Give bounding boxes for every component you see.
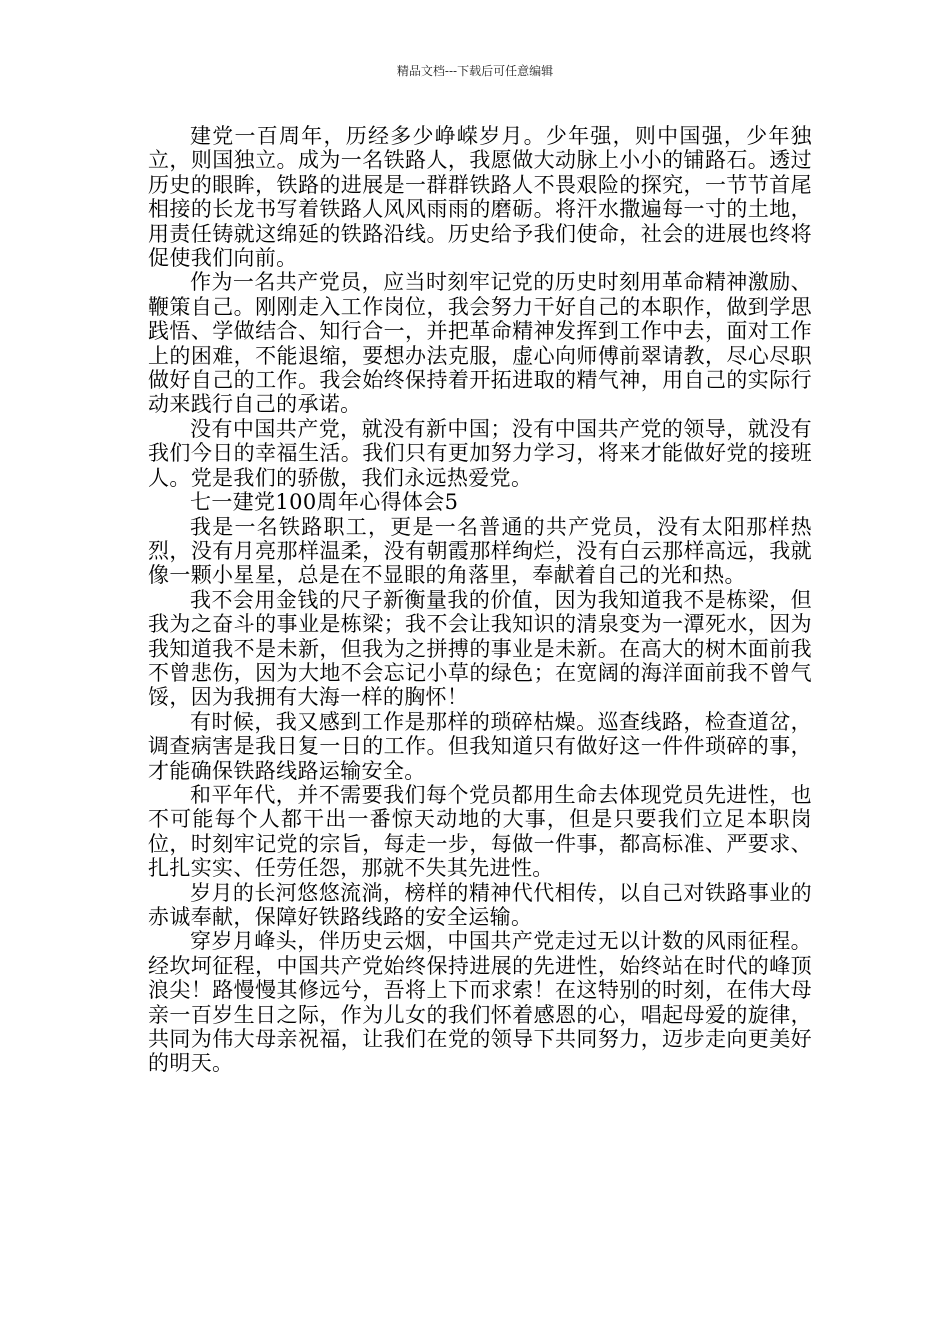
- paragraph: 建党一百周年，历经多少峥嵘岁月。少年强，则中国强，少年独立，则国独立。成为一名铁路人，我愿做大动脉上小小的铺路石。透过历史的眼眸，铁路的进展是一群群铁路人不畏艰险的探究，一节节首尾相接的长龙书写着铁路人风风雨雨的磨砺。将汗水撒遍每一寸的土地，用责任铸就这绵延的铁路沿线。历史给予我们使命，社会的进展也终将促使我们向前。: [148, 124, 812, 271]
- paragraph: 作为一名共产党员，应当时刻牢记党的历史时刻用革命精神激励、鞭策自己。刚刚走入工作岗位，我会努力干好自己的本职作，做到学思践悟、学做结合、知行合一，并把革命精神发挥到工作中去，面对工作上的困难，不能退缩，要想办法克服，虚心向师傅前翠请教，尽心尽职做好自己的工作。我会始终保持着开拓进取的精气神，用自己的实际行动来践行自己的承诺。: [148, 270, 812, 417]
- paragraph: 没有中国共产党，就没有新中国；没有中国共产党的领导，就没有我们今日的幸福生活。我们只有更加努力学习，将来才能做好党的接班人。党是我们的骄傲，我们永远热爱党。: [148, 416, 812, 490]
- page-header: 精品文档---下载后可任意编辑: [396, 64, 554, 78]
- paragraph: 和平年代，并不需要我们每个党员都用生命去体现党员先进性，也不可能每个人都干出一番惊天动地的大事，但是只要我们立足本职岗位，时刻牢记党的宗旨，每走一步，每做一件事，都高标准、严要求、扎扎实实、任劳任怨，那就不失其先进性。: [148, 782, 812, 881]
- paragraph: 我不会用金钱的尺子新衡量我的价值，因为我知道我不是栋梁，但我为之奋斗的事业是栋梁；我不会让我知识的清泉变为一潭死水，因为我知道我不是未新，但我为之拼搏的事业是未新。在高大的树木面前我不曾悲伤，因为大地不会忘记小草的绿色；在宽阔的海洋面前我不曾气馁，因为我拥有大海一样的胸怀！: [148, 587, 812, 710]
- paragraph: 我是一名铁路职工，更是一名普通的共产党员，没有太阳那样热烈，没有月亮那样温柔，没有朝霞那样绚烂，没有白云那样高远，我就像一颗小星星，总是在不显眼的角落里，奉献着自己的光和热。: [148, 514, 812, 588]
- document-body: [148, 124, 812, 1076]
- section-heading: 七一建党100周年心得体会5: [190, 490, 459, 515]
- paragraph: 有时候，我又感到工作是那样的琐碎枯燥。巡查线路，检查道岔，调查病害是我日复一日的工作。但我知道只有做好这一件件琐碎的事，才能确保铁路线路运输安全。: [148, 709, 812, 783]
- paragraph: 穿岁月峰头，伴历史云烟，中国共产党走过无以计数的风雨征程。经坎坷征程，中国共产党始终保持进展的先进性，始终站在时代的峰顶浪尖！路慢慢其修远兮，吾将上下而求索！在这特别的时刻，在伟大母亲一百岁生日之际，作为儿女的我们怀着感恩的心，唱起母爱的旋律，共同为伟大母亲祝福，让我们在党的领导下共同努力，迈步走向更美好的明天。: [148, 929, 812, 1076]
- paragraph: 岁月的长河悠悠流淌，榜样的精神代代相传，以自己对铁路事业的赤诚奉献，保障好铁路线路的安全运输。: [148, 880, 812, 929]
